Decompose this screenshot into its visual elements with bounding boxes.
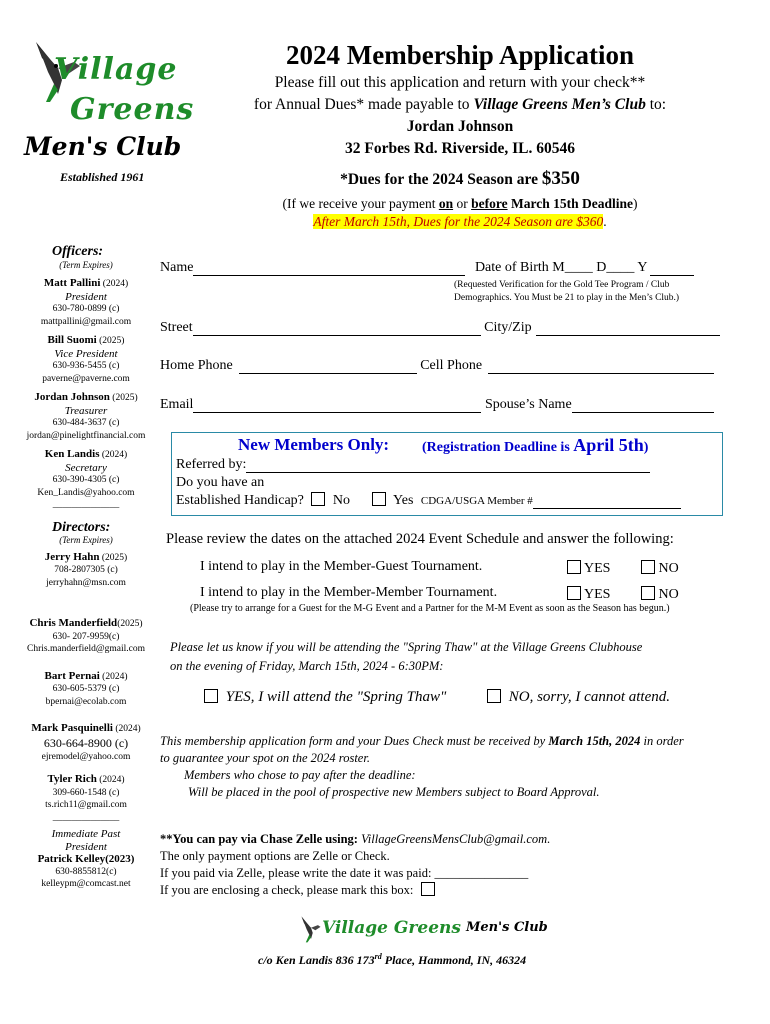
new-members-box [171,432,723,516]
payment-info [160,831,740,899]
footer-address-post: Place, Hammond, IN, 46324 [381,953,527,967]
officer-role: Secretary [65,461,107,474]
partner-note: (Please try to arrange for a Guest for the M-G Event and a Partner for the M-M Event as soon as the Season has begun.) [190,603,670,614]
header-line2-post: to: [645,96,667,113]
mm-no-checkbox[interactable] [641,586,655,600]
officer-year: (2024) [101,450,128,460]
logo-line3: Men's Club [24,132,182,161]
handicap-row [176,492,722,509]
dues-line [200,164,720,195]
officer-year: (2025) [99,336,125,346]
director-entry [26,551,146,590]
email-label: Email [160,397,194,412]
logo-line2: Greens [70,92,195,127]
zelle-line4 [160,882,740,899]
director-name: Tyler Rich [47,773,97,785]
registration-deadline [422,435,648,456]
check-enclosed-label: If you are enclosing a check, please mark this box: [160,883,414,897]
director-name: Chris Manderfield [29,617,118,629]
logo-line1: Village [54,52,178,87]
handicap-yes-label: Yes [393,493,414,508]
header-line2-pre: for Annual Dues* made payable to [253,96,474,113]
sidebar-divider: ______________ [52,812,120,823]
zelle-line2: The only payment options are Zelle or Check. [160,849,390,863]
sidebar-divider: ______________ [52,500,120,510]
officer-phone: 630-936-5455 (c) [52,361,120,371]
cityzip-label: City/Zip [484,320,532,335]
street-field[interactable] [193,321,481,336]
officer-name: Ken Landis [44,448,100,460]
director-name: Mark Pasquinelli [31,722,113,734]
thaw-line2: on the evening of Friday, March 15th, 2024 - 6:30PM: [170,659,444,673]
receipt-post: in order [640,734,684,748]
check-enclosed-checkbox[interactable] [421,882,435,896]
member-member-row [200,585,730,601]
handicap-yes-checkbox[interactable] [372,492,386,506]
receipt-notice [160,733,750,801]
dob-label: Date of Birth M____ D____ Y [474,260,648,275]
zelle-bold: **You can pay via Chase Zelle using: [160,832,358,846]
referred-field[interactable] [246,458,650,473]
receipt-date: March 15th, 2024 [548,734,641,748]
recipient-name: Jordan Johnson [406,118,514,135]
zelle-email: VillageGreensMensClub@gmail.com. [361,832,551,846]
handicap-no-label: No [332,493,351,508]
spouse-label: Spouse’s Name [484,397,572,412]
directors-term-note: (Term Expires) [59,535,113,545]
deadline-before: before [471,196,508,211]
thaw-yes-label: YES, I will attend the "Spring Thaw" [225,689,447,705]
cell-phone-label: Cell Phone [420,358,483,373]
past-president-role: Immediate Past President [51,828,121,853]
receipt-line1 [160,733,750,750]
phone-row [160,358,730,374]
officer-phone: 630-484-3637 (c) [52,418,120,428]
name-field[interactable] [193,261,465,276]
footer-address-sup: rd [374,952,382,961]
reg-deadline-pre: (Registration Deadline is [422,440,574,455]
logo-established: Established 1961 [60,170,145,184]
mm-no-label: NO [658,587,679,602]
reg-deadline-post: ) [643,440,649,455]
officer-year: (2025) [112,393,138,403]
header [200,38,720,231]
thaw-line1: Please let us know if you will be attending the "Spring Thaw" at the Village Greens Clubhouse [170,640,643,654]
member-guest-row [200,559,730,575]
mg-no-label: NO [658,561,679,576]
eagle-icon [298,910,324,948]
home-phone-label: Home Phone [160,358,233,373]
new-members-title: New Members Only: [238,435,390,454]
reg-deadline-date: April 5th [573,435,644,455]
header-line2 [200,94,720,116]
officer-role: President [65,290,107,303]
cdga-label: CDGA/USGA Member # [420,495,533,507]
director-phone: 309-660-1548 (c) [52,787,120,798]
dues-label: *Dues for the 2024 Season are [340,171,542,188]
footer-brand-black: Men's Club [466,920,548,935]
officer-email: Ken_Landis@yahoo.com [37,487,135,498]
spouse-field[interactable] [572,398,714,413]
thaw-no-checkbox[interactable] [487,689,501,703]
deadline-close: ) [632,196,638,211]
director-name: Jerry Hahn [44,550,100,563]
zelle-line3: If you paid via Zelle, please write the date it was paid: _______________ [160,866,529,880]
late-notice-text: After March 15th, Dues for the 2024 Season are $360 [313,214,604,229]
officer-role: Treasurer [64,404,108,417]
thaw-options [204,689,724,706]
director-email: bpernai@ecolab.com [45,696,127,707]
receipt-line2: to guarantee your spot on the 2024 roster. [160,751,370,765]
director-entry [26,670,146,709]
past-president-name: Patrick Kelley(2023) [37,853,135,865]
officer-entry [26,277,146,328]
director-email: ts.rich11@gmail.com [45,800,127,810]
past-president-phone: 630-8855812(c) [55,866,117,877]
receipt-pre: This membership application form and your Dues Check must be received by [160,734,549,748]
officer-name: Bill Suomi [47,334,97,346]
director-phone: 630-664-8900 (c) [43,735,129,750]
director-year: (2024) [102,671,128,682]
late-notice-period: . [603,214,607,229]
dob-year-field[interactable] [650,261,694,276]
zelle-line1 [160,831,740,848]
officer-entry [26,448,146,499]
recipient-address: 32 Forbes Rd. Riverside, IL. 60546 [345,140,575,157]
header-club-name: Village Greens Men’s Club [473,96,646,113]
mg-no-checkbox[interactable] [641,560,655,574]
name-row [160,260,730,276]
dues-amount: $350 [541,168,580,189]
referred-label: Referred by: [176,457,247,472]
director-entry [26,722,146,763]
director-email: Chris.manderfield@gmail.com [27,644,145,654]
directors-heading: Directors: [52,519,111,535]
cell-phone-field[interactable] [488,359,714,374]
director-phone: 630-605-5379 (c) [52,684,120,694]
director-name: Bart Pernai [44,669,100,682]
late-notice [200,213,720,231]
deadline-post: March 15th Deadline [507,196,633,211]
footer-logo [298,910,578,950]
director-year: (2024) [115,724,141,734]
deadline-on: on [438,196,454,211]
handicap-question: Do you have an [176,475,265,490]
late-line1: Members who chose to pay after the deadline: [184,768,416,782]
email-field[interactable] [193,398,481,413]
director-year: (2025) [101,552,128,563]
cityzip-field[interactable] [536,321,720,336]
spring-thaw-prompt [170,638,642,676]
email-row [160,397,730,413]
footer-brand-green: Village Greens [322,918,461,938]
officer-role: Vice President [54,347,118,360]
officer-name: Jordan Johnson [34,391,110,403]
club-logo [24,36,194,186]
director-year: (2024) [99,775,125,785]
officer-email: mattpallini@gmail.com [40,316,132,327]
cdga-field[interactable] [533,496,681,509]
director-phone: 630- 207-9959(c) [52,631,120,642]
mm-yes-checkbox[interactable] [567,586,581,600]
officer-name: Matt Pallini [43,277,101,289]
director-phone: 708-2807305 (c) [54,565,118,575]
handicap-no-checkbox[interactable] [311,492,325,506]
header-line1: Please fill out this application and return with your check** [274,74,646,91]
officer-phone: 630-780-0899 (c) [52,304,120,314]
director-email: ejremodel@yahoo.com [41,751,131,762]
officer-year: (2024) [102,279,129,289]
name-label: Name [160,260,194,275]
deadline-or: or [453,196,472,211]
member-guest-text: I intend to play in the Member-Guest Tournament. [200,559,483,574]
deadline-line [200,195,720,213]
street-label: Street [160,320,193,335]
mg-yes-checkbox[interactable] [567,560,581,574]
thaw-no-label: NO, sorry, I cannot attend. [508,689,670,705]
late-line2: Will be placed in the pool of prospective new Members subject to Board Approval. [188,785,600,799]
past-president-email: kelleypm@comcast.net [41,879,131,889]
member-member-text: I intend to play in the Member-Member Tournament. [200,585,498,600]
handicap-label: Established Handicap? [176,493,304,508]
officer-email: paverne@paverne.com [42,373,130,384]
mm-yes-label: YES [583,587,611,602]
director-entry [26,773,146,812]
page-title: 2024 Membership Application [285,40,635,70]
officers-term-note: (Term Expires) [59,259,113,270]
officers-heading: Officers: [52,244,104,259]
review-instructions: Please review the dates on the attached 2024 Event Schedule and answer the following: [166,531,674,547]
director-year: (2025) [117,619,143,629]
footer-address-pre: c/o Ken Landis 836 173 [258,953,375,967]
dob-note: (Requested Verification for the Gold Tee Program / Club Demographics. You Must be 21 to play in the Men’s Club.) [454,280,680,303]
director-email: jerryhahn@msn.com [46,577,126,588]
mg-yes-label: YES [583,561,611,576]
home-phone-field[interactable] [239,359,417,374]
director-entry [26,617,146,656]
officer-entry [26,391,146,442]
officer-email: jordan@pinelightfinancial.com [26,430,146,441]
deadline-pre: (If we receive your payment [282,196,439,211]
referred-row [176,457,650,473]
officers-sidebar [26,246,146,891]
street-row [160,320,730,336]
officer-phone: 630-390-4305 (c) [52,475,120,485]
thaw-yes-checkbox[interactable] [204,689,218,703]
footer-address [258,952,526,968]
officer-entry [26,334,146,385]
